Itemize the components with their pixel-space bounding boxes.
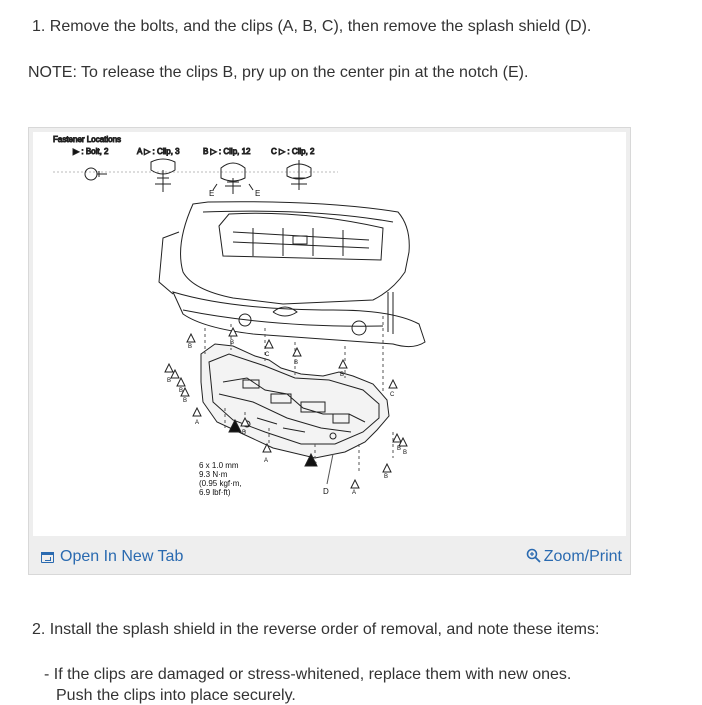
legend-clip-a: A ▷ : Clip, 3 xyxy=(137,147,180,156)
legend-bolt: ▶ : Bolt, 2 xyxy=(73,147,109,156)
svg-text:C: C xyxy=(265,352,270,358)
open-in-new-tab-link[interactable] xyxy=(41,548,183,566)
svg-text:B: B xyxy=(384,474,389,480)
svg-text:B: B xyxy=(183,398,188,404)
zoom-print-link[interactable] xyxy=(526,544,622,566)
svg-text:B: B xyxy=(167,378,172,384)
figure-panel xyxy=(28,127,631,575)
svg-text:6 x 1.0 mm: 6 x 1.0 mm xyxy=(199,461,239,470)
legend-clip-c: C ▷ : Clip, 2 xyxy=(271,147,315,156)
svg-text:A: A xyxy=(264,458,269,464)
clip-a-icon xyxy=(151,159,175,192)
svg-text:B: B xyxy=(188,344,193,350)
svg-text:B: B xyxy=(230,340,235,346)
svg-text:A: A xyxy=(195,420,200,426)
svg-text:6.9 lbf·ft): 6.9 lbf·ft) xyxy=(199,488,231,497)
svg-text:B: B xyxy=(397,446,402,452)
svg-text:B: B xyxy=(313,462,318,468)
zoom-icon xyxy=(526,548,541,563)
note-text: NOTE: To release the clips B, pry up on the center pin at the notch (E). xyxy=(28,64,529,81)
svg-text:B: B xyxy=(340,372,345,378)
splash-shield-diagram xyxy=(33,132,626,536)
svg-text:(0.95 kgf·m,: (0.95 kgf·m, xyxy=(199,479,242,488)
bullet-push-clips: Push the clips into place securely. xyxy=(56,687,296,704)
open-in-new-tab-label: Open In New Tab xyxy=(60,548,184,565)
clip-b-icon xyxy=(209,163,260,198)
new-tab-icon xyxy=(41,552,54,563)
step-2-text: 2. Install the splash shield in the reverse order of removal, and note these items: xyxy=(32,621,600,638)
clip-c-icon xyxy=(287,160,311,190)
label-e-right: E xyxy=(255,189,261,198)
label-e-left: E xyxy=(209,189,215,198)
zoom-print-label: Zoom/Print xyxy=(543,548,622,565)
bolt-icon xyxy=(85,168,107,180)
label-d: D xyxy=(323,487,329,496)
svg-text:B: B xyxy=(242,430,247,436)
svg-text:B: B xyxy=(403,450,408,456)
svg-text:C: C xyxy=(390,392,395,398)
svg-text:B: B xyxy=(294,360,299,366)
legend-clip-b: B ▷ : Clip, 12 xyxy=(203,147,251,156)
svg-text:9.3 N·m: 9.3 N·m xyxy=(199,470,228,479)
svg-text:A: A xyxy=(352,490,357,496)
bullet-replace-clips: - If the clips are damaged or stress-whitened, replace them with new ones. xyxy=(44,666,572,683)
step-1-text: 1. Remove the bolts, and the clips (A, B, C), then remove the splash shield (D). xyxy=(32,18,592,35)
torque-spec xyxy=(199,461,242,497)
front-bumper-drawing xyxy=(159,202,425,347)
svg-text:B: B xyxy=(179,388,184,394)
legend-title: Fastener Locations xyxy=(53,135,122,144)
diagram-svg xyxy=(33,132,626,536)
